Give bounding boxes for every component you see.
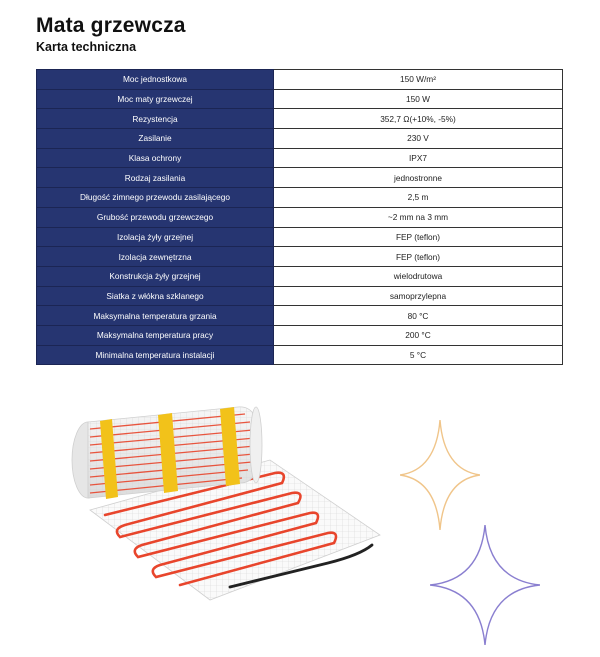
table-row: [37, 306, 563, 326]
table-row: [37, 207, 563, 227]
page-subtitle: Karta techniczna: [36, 40, 137, 54]
spec-value: 150 W/m²: [274, 70, 563, 90]
table-row: [37, 188, 563, 208]
heating-mat-roll-illustration: [60, 405, 400, 605]
spec-value: 5 °C: [274, 345, 563, 365]
table-row: [37, 266, 563, 286]
spec-label: Rezystencja: [37, 109, 274, 129]
table-row: [37, 345, 563, 365]
spec-label: Długość zimnego przewodu zasilającego: [37, 188, 274, 208]
spec-label: Izolacja żyły grzejnej: [37, 227, 274, 247]
spec-value: IPX7: [274, 148, 563, 168]
table-row: [37, 325, 563, 345]
spec-label: Maksymalna temperatura grzania: [37, 306, 274, 326]
table-row: [37, 247, 563, 267]
spec-label: Maksymalna temperatura pracy: [37, 325, 274, 345]
table-row: [37, 109, 563, 129]
spec-value: FEP (teflon): [274, 227, 563, 247]
spec-label: Siatka z włókna szklanego: [37, 286, 274, 306]
sparkle-icon: [400, 420, 480, 530]
table-row: [37, 89, 563, 109]
table-row: [37, 129, 563, 149]
spec-value: jednostronne: [274, 168, 563, 188]
spec-value: ~2 mm na 3 mm: [274, 207, 563, 227]
table-row: [37, 148, 563, 168]
page-title: Mata grzewcza: [36, 14, 186, 37]
spec-label: Grubość przewodu grzewczego: [37, 207, 274, 227]
spec-value: 230 V: [274, 129, 563, 149]
spec-label: Rodzaj zasilania: [37, 168, 274, 188]
spec-value: 150 W: [274, 89, 563, 109]
spec-label: Konstrukcja żyły grzejnej: [37, 266, 274, 286]
spec-table: [36, 69, 563, 365]
table-row: [37, 227, 563, 247]
table-row: [37, 286, 563, 306]
spec-label: Zasilanie: [37, 129, 274, 149]
spec-value: 200 °C: [274, 325, 563, 345]
spec-value: wielodrutowa: [274, 266, 563, 286]
spec-value: samoprzylepna: [274, 286, 563, 306]
spec-label: Izolacja zewnętrzna: [37, 247, 274, 267]
spec-label: Minimalna temperatura instalacji: [37, 345, 274, 365]
spec-value: FEP (teflon): [274, 247, 563, 267]
table-row: [37, 70, 563, 90]
spec-label: Klasa ochrony: [37, 148, 274, 168]
spec-value: 2,5 m: [274, 188, 563, 208]
spec-value: 80 °C: [274, 306, 563, 326]
spec-label: Moc jednostkowa: [37, 70, 274, 90]
spec-label: Moc maty grzewczej: [37, 89, 274, 109]
spec-value: 352,7 Ω(+10%, -5%): [274, 109, 563, 129]
sparkle-icon: [430, 525, 540, 645]
table-row: [37, 168, 563, 188]
